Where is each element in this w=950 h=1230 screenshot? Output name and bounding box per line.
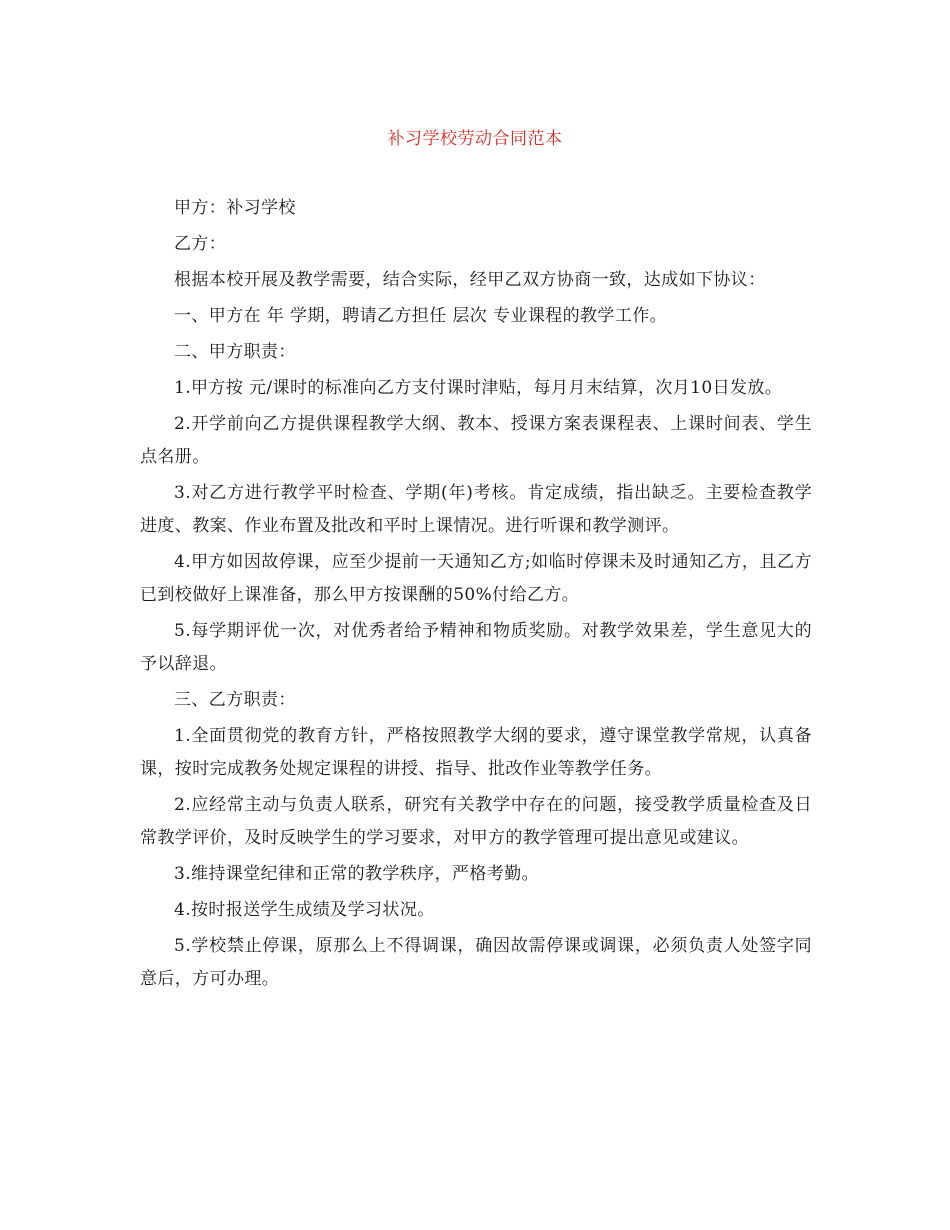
party-a-duty-4: 4.甲方如因故停课，应至少提前一天通知乙方;如临时停课未及时通知乙方，且乙方已到校做好上课准备，那么甲方按课酬的50%付给乙方。 [140, 552, 812, 605]
document-body [140, 192, 812, 999]
agreement-preamble: 根据本校开展及教学需要，结合实际，经甲乙双方协商一致，达成如下协议： [174, 270, 766, 290]
document-title: 补习学校劳动合同范本 [387, 129, 563, 149]
party-b-duty-1: 1.全面贯彻党的教育方针，严格按照教学大纲的要求，遵守课堂教学常规，认真备课，按时完成教务处规定课程的讲授、指导、批改作业等教学任务。 [140, 726, 812, 779]
party-b-duty-3: 3.维持课堂纪律和正常的教学秩序，严格考勤。 [174, 864, 540, 884]
party-a-duty-1: 1.甲方按 元/课时的标准向乙方支付课时津贴，每月月末结算，次月10日发放。 [174, 378, 783, 398]
section-heading-party-b-duties: 三、乙方职责： [174, 690, 296, 710]
party-a-duty-5: 5.每学期评优一次，对优秀者给予精神和物质奖励。对教学效果差，学生意见大的予以辞退。 [140, 621, 812, 674]
party-a-duty-2: 2.开学前向乙方提供课程教学大纲、教本、授课方案表课程表、上课时间表、学生点名册。 [140, 414, 812, 467]
party-b-duty-4: 4.按时报送学生成绩及学习状况。 [174, 900, 435, 920]
party-a-line: 甲方：补习学校 [174, 198, 296, 218]
clause-1-engagement: 一、甲方在 年 学期，聘请乙方担任 层次 专业课程的教学工作。 [174, 306, 668, 326]
party-b-duty-2: 2.应经常主动与负责人联系，研究有关教学中存在的问题，接受教学质量检查及日常教学评价，及时反映学生的学习要求，对甲方的教学管理可提出意见或建议。 [140, 795, 812, 848]
party-b-line: 乙方： [174, 234, 227, 254]
section-heading-party-a-duties: 二、甲方职责： [174, 342, 296, 362]
party-b-duty-5: 5.学校禁止停课，原那么上不得调课，确因故需停课或调课，必须负责人处签字同意后，方可办理。 [140, 936, 812, 989]
party-a-duty-3: 3.对乙方进行教学平时检查、学期(年)考核。肯定成绩，指出缺乏。主要检查教学进度、教案、作业布置及批改和平时上课情况。进行听课和教学测评。 [140, 483, 812, 536]
